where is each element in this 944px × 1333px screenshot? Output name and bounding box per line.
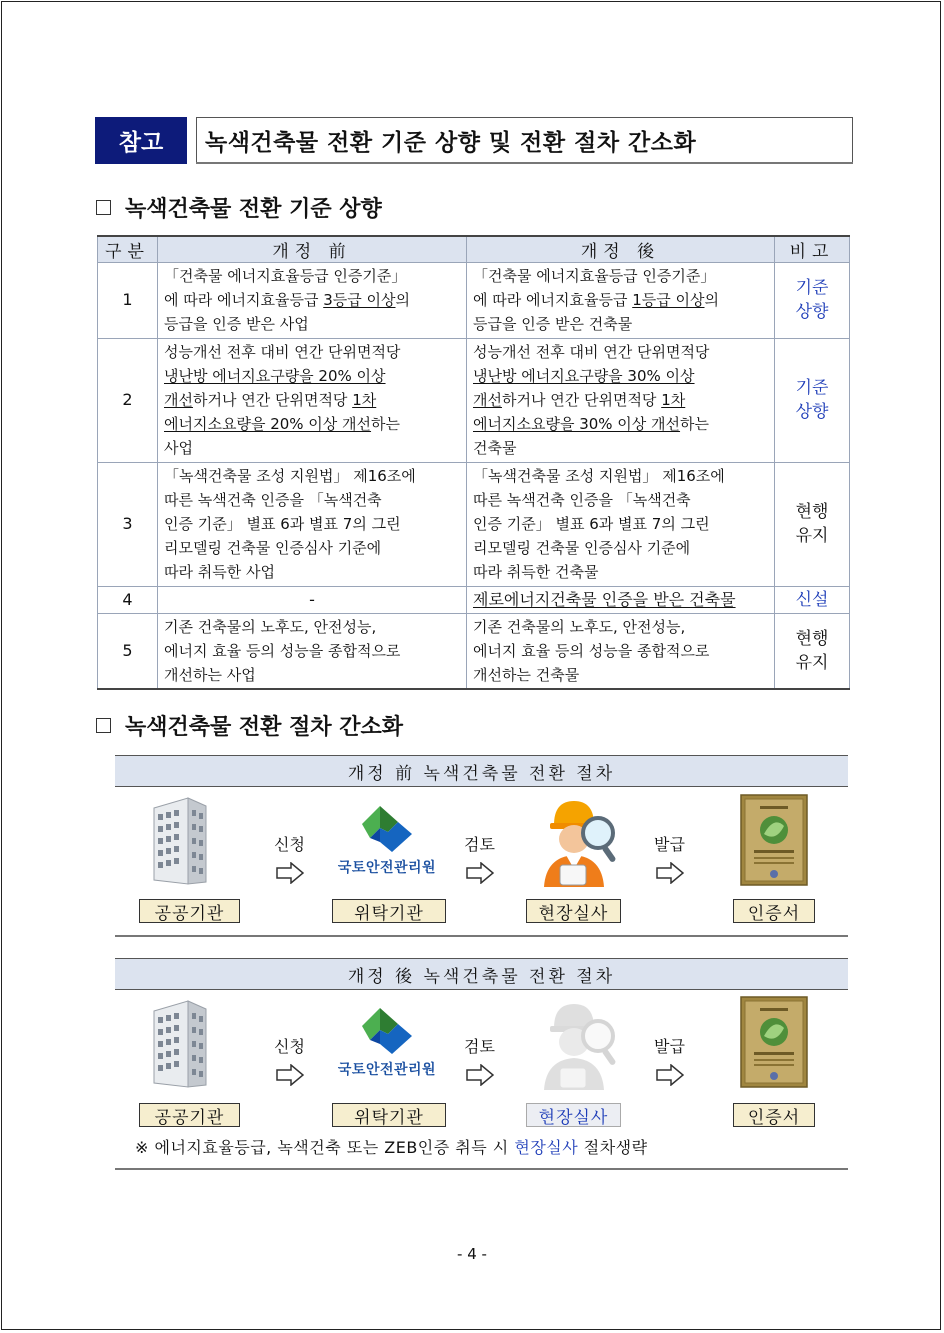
stage-site-inspection-skipped: 현장실사 [526,1103,621,1127]
before-cell: - [158,586,467,613]
stage-trust-agency: 위탁기관 [332,899,446,923]
table-row [98,263,850,339]
column-header: 비고 [775,236,850,263]
after-cell: 「건축물 에너지효율등급 인증기준」 에 따라 에너지효율등급 1등급 이상의 등급을 인증 받은 건축물 [467,263,775,339]
building-icon [148,999,210,1091]
flow-after-header: 개정 後 녹색건축물 전환 절차 [115,958,848,990]
before-cell: 기존 건축물의 노후도, 안전성능, 에너지 효율 등의 성능을 종합적으로 개선하는 사업 [158,613,467,689]
table-header-row [98,236,850,263]
checkbox-icon [96,718,111,733]
before-cell: 성능개선 전후 대비 연간 단위면적당 냉난방 에너지요구량을 20% 이상 개선하거나 연간 단위면적당 1차 에너지소요량을 20% 이상 개선하는 사업 [158,338,467,462]
step-label-issue: 발급 [654,835,685,854]
step-label-review: 검토 [464,835,495,854]
arrow-right-icon [466,862,494,884]
section-heading-text: 녹색건축물 전환 절차 간소화 [125,715,404,740]
row-number: 3 [98,462,158,586]
flow-after-bottom-line [115,1168,848,1170]
row-number: 5 [98,613,158,689]
flow-before-bottom-line [115,935,848,937]
after-cell: 성능개선 전후 대비 연간 단위면적당 냉난방 에너지요구량을 30% 이상 개선하거나 연간 단위면적당 1차 에너지소요량을 30% 이상 개선하는 건축물 [467,338,775,462]
step-label-issue: 발급 [654,1037,685,1056]
note-cell: 현행 유지 [775,462,850,586]
note-cell: 신설 [775,586,850,613]
certificate-icon [740,794,808,886]
table-row [98,462,850,586]
footnote: ※ 에너지효율등급, 녹색건축 또는 ZEB인증 취득 시 현장실사 절차생략 [135,1138,648,1157]
step-label-apply: 신청 [274,835,305,854]
row-number: 2 [98,338,158,462]
agency-logo-icon [358,802,416,854]
arrow-right-icon [276,1064,304,1086]
inspector-icon-faded [540,998,620,1090]
column-header: 구분 [98,236,158,263]
note-cell: 현행 유지 [775,613,850,689]
column-header: 개정 後 [467,236,775,263]
inspector-icon [540,795,620,887]
certificate-icon [740,996,808,1088]
title-underline [196,162,853,164]
stage-certificate: 인증서 [733,1103,815,1127]
note-cell: 기준 상향 [775,263,850,339]
arrow-right-icon [656,1064,684,1086]
table-row [98,586,850,613]
stage-certificate: 인증서 [733,899,815,923]
arrow-right-icon [466,1064,494,1086]
note-cell: 기준 상향 [775,338,850,462]
page-title: 녹색건축물 전환 기준 상향 및 전환 절차 간소화 [196,117,853,164]
section-heading-process [96,710,403,741]
arrow-right-icon [656,862,684,884]
arrow-right-icon [276,862,304,884]
stage-trust-agency: 위탁기관 [332,1103,446,1127]
criteria-table [97,235,850,690]
step-label-apply: 신청 [274,1037,305,1056]
title-tag: 참고 [95,117,187,164]
agency-logo-icon [358,1004,416,1056]
stage-public-agency: 공공기관 [139,1103,240,1127]
step-label-review: 검토 [464,1037,495,1056]
after-cell: 제로에너지건축물 인증을 받은 건축물 [467,586,775,613]
table-row [98,338,850,462]
before-cell: 「녹색건축물 조성 지원법」 제16조에 따른 녹색건축 인증을 「녹색건축 인증 기준」 별표 6과 별표 7의 그린 리모델링 건축물 인증심사 기준에 따라 취득한 사업 [158,462,467,586]
agency-logo-text: 국토안전관리원 [337,860,437,876]
section-heading-text: 녹색건축물 전환 기준 상향 [125,197,382,222]
stage-site-inspection: 현장실사 [526,899,621,923]
column-header: 개정 前 [158,236,467,263]
row-number: 4 [98,586,158,613]
after-cell: 「녹색건축물 조성 지원법」 제16조에 따른 녹색건축 인증을 「녹색건축 인증 기준」 별표 6과 별표 7의 그린 리모델링 건축물 인증심사 기준에 따라 취득한 건축물 [467,462,775,586]
building-icon [148,796,210,888]
agency-logo-text: 국토안전관리원 [337,1062,437,1078]
before-cell: 「건축물 에너지효율등급 인증기준」 에 따라 에너지효율등급 3등급 이상의 등급을 인증 받은 사업 [158,263,467,339]
after-cell: 기존 건축물의 노후도, 안전성능, 에너지 효율 등의 성능을 종합적으로 개선하는 건축물 [467,613,775,689]
checkbox-icon [96,200,111,215]
section-heading-criteria [96,192,382,223]
stage-public-agency: 공공기관 [139,899,240,923]
table-row [98,613,850,689]
flow-before-header: 개정 前 녹색건축물 전환 절차 [115,755,848,787]
page-number: - 4 - [457,1245,487,1263]
row-number: 1 [98,263,158,339]
